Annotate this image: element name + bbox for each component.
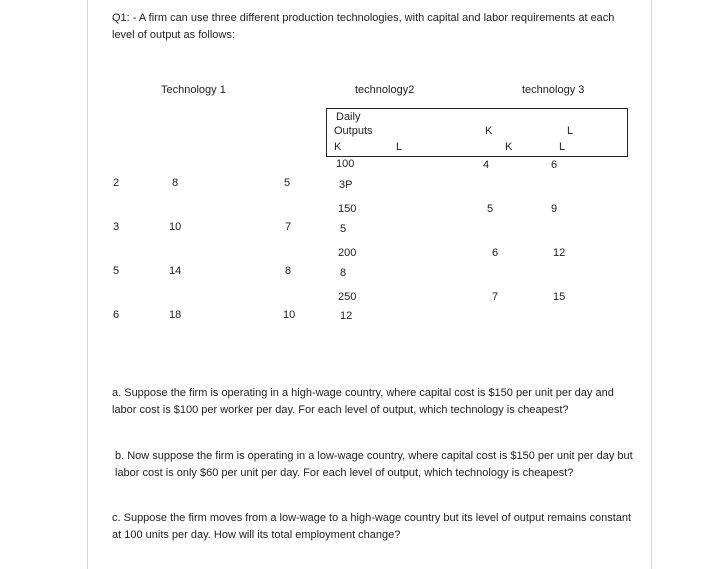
tech2-l-cell: 12 (340, 310, 353, 322)
tech1-k-cell: 14 (169, 265, 182, 277)
tech3-l-header-lower: L (559, 141, 566, 153)
tech2-l-cell: 3P (339, 179, 353, 191)
outputs-underline (334, 156, 368, 157)
tech3-l-cell: 9 (551, 203, 558, 215)
tech1-l-cell: 10 (283, 309, 296, 321)
left-col-cell: 3 (113, 221, 120, 233)
tech2-l-cell: 8 (340, 267, 347, 279)
tech2-l-header: L (396, 141, 403, 153)
part-c: c. Suppose the firm moves from a low-wage to a high-wage country but its level of output remains constant at 100 units per day. How will its total employment change? (112, 512, 632, 541)
left-col-cell: 5 (113, 265, 120, 277)
tech3-k-header-upper: K (485, 125, 493, 137)
tech3-header: technology 3 (522, 84, 585, 96)
output-cell: 200 (338, 247, 357, 259)
page-border-right (651, 0, 652, 569)
tech1-l-cell: 8 (285, 265, 292, 277)
output-cell: 250 (338, 291, 357, 303)
left-col-cell: 6 (113, 309, 120, 321)
output-cell: 100 (336, 158, 355, 170)
tech3-k-cell: 7 (492, 291, 499, 303)
daily-label: Daily (336, 111, 361, 123)
tech1-header: Technology 1 (161, 84, 226, 96)
tech2-k-header: K (334, 141, 342, 153)
tech3-l-cell: 12 (553, 247, 566, 259)
tech3-k-cell: 5 (487, 203, 494, 215)
tech3-k-cell: 4 (483, 159, 490, 171)
tech2-header: technology2 (355, 84, 415, 96)
tech1-k-cell: 10 (169, 221, 182, 233)
tech3-l-cell: 15 (553, 291, 566, 303)
tech3-l-cell: 6 (551, 159, 558, 171)
tech2-l-cell: 5 (340, 223, 347, 235)
question-intro: Q1: - A firm can use three different production technologies, with capital and labor requirements at each level of output as follows: (112, 12, 615, 41)
tech1-k-cell: 8 (172, 177, 179, 189)
part-a: a. Suppose the firm is operating in a high-wage country, where capital cost is $150 per unit per day and labor cost is $100 per worker per day. For each level of output, which technology is cheapest? (112, 387, 614, 416)
tech1-l-cell: 5 (284, 177, 291, 189)
page-border-left (87, 0, 88, 569)
tech1-l-cell: 7 (285, 221, 292, 233)
outputs-label: Outputs (334, 125, 373, 137)
part-b: b. Now suppose the firm is operating in a low-wage country, where capital cost is $150 per unit per day but labor cost is only $60 per unit per day. For each level of output, which technology is cheapest? (115, 450, 633, 479)
tech3-l-header-upper: L (567, 125, 574, 137)
output-cell: 150 (338, 203, 357, 215)
tech3-k-header-lower: K (505, 141, 513, 153)
left-col-cell: 2 (113, 177, 120, 189)
tech3-k-cell: 6 (492, 247, 499, 259)
tech1-k-cell: 18 (169, 309, 182, 321)
